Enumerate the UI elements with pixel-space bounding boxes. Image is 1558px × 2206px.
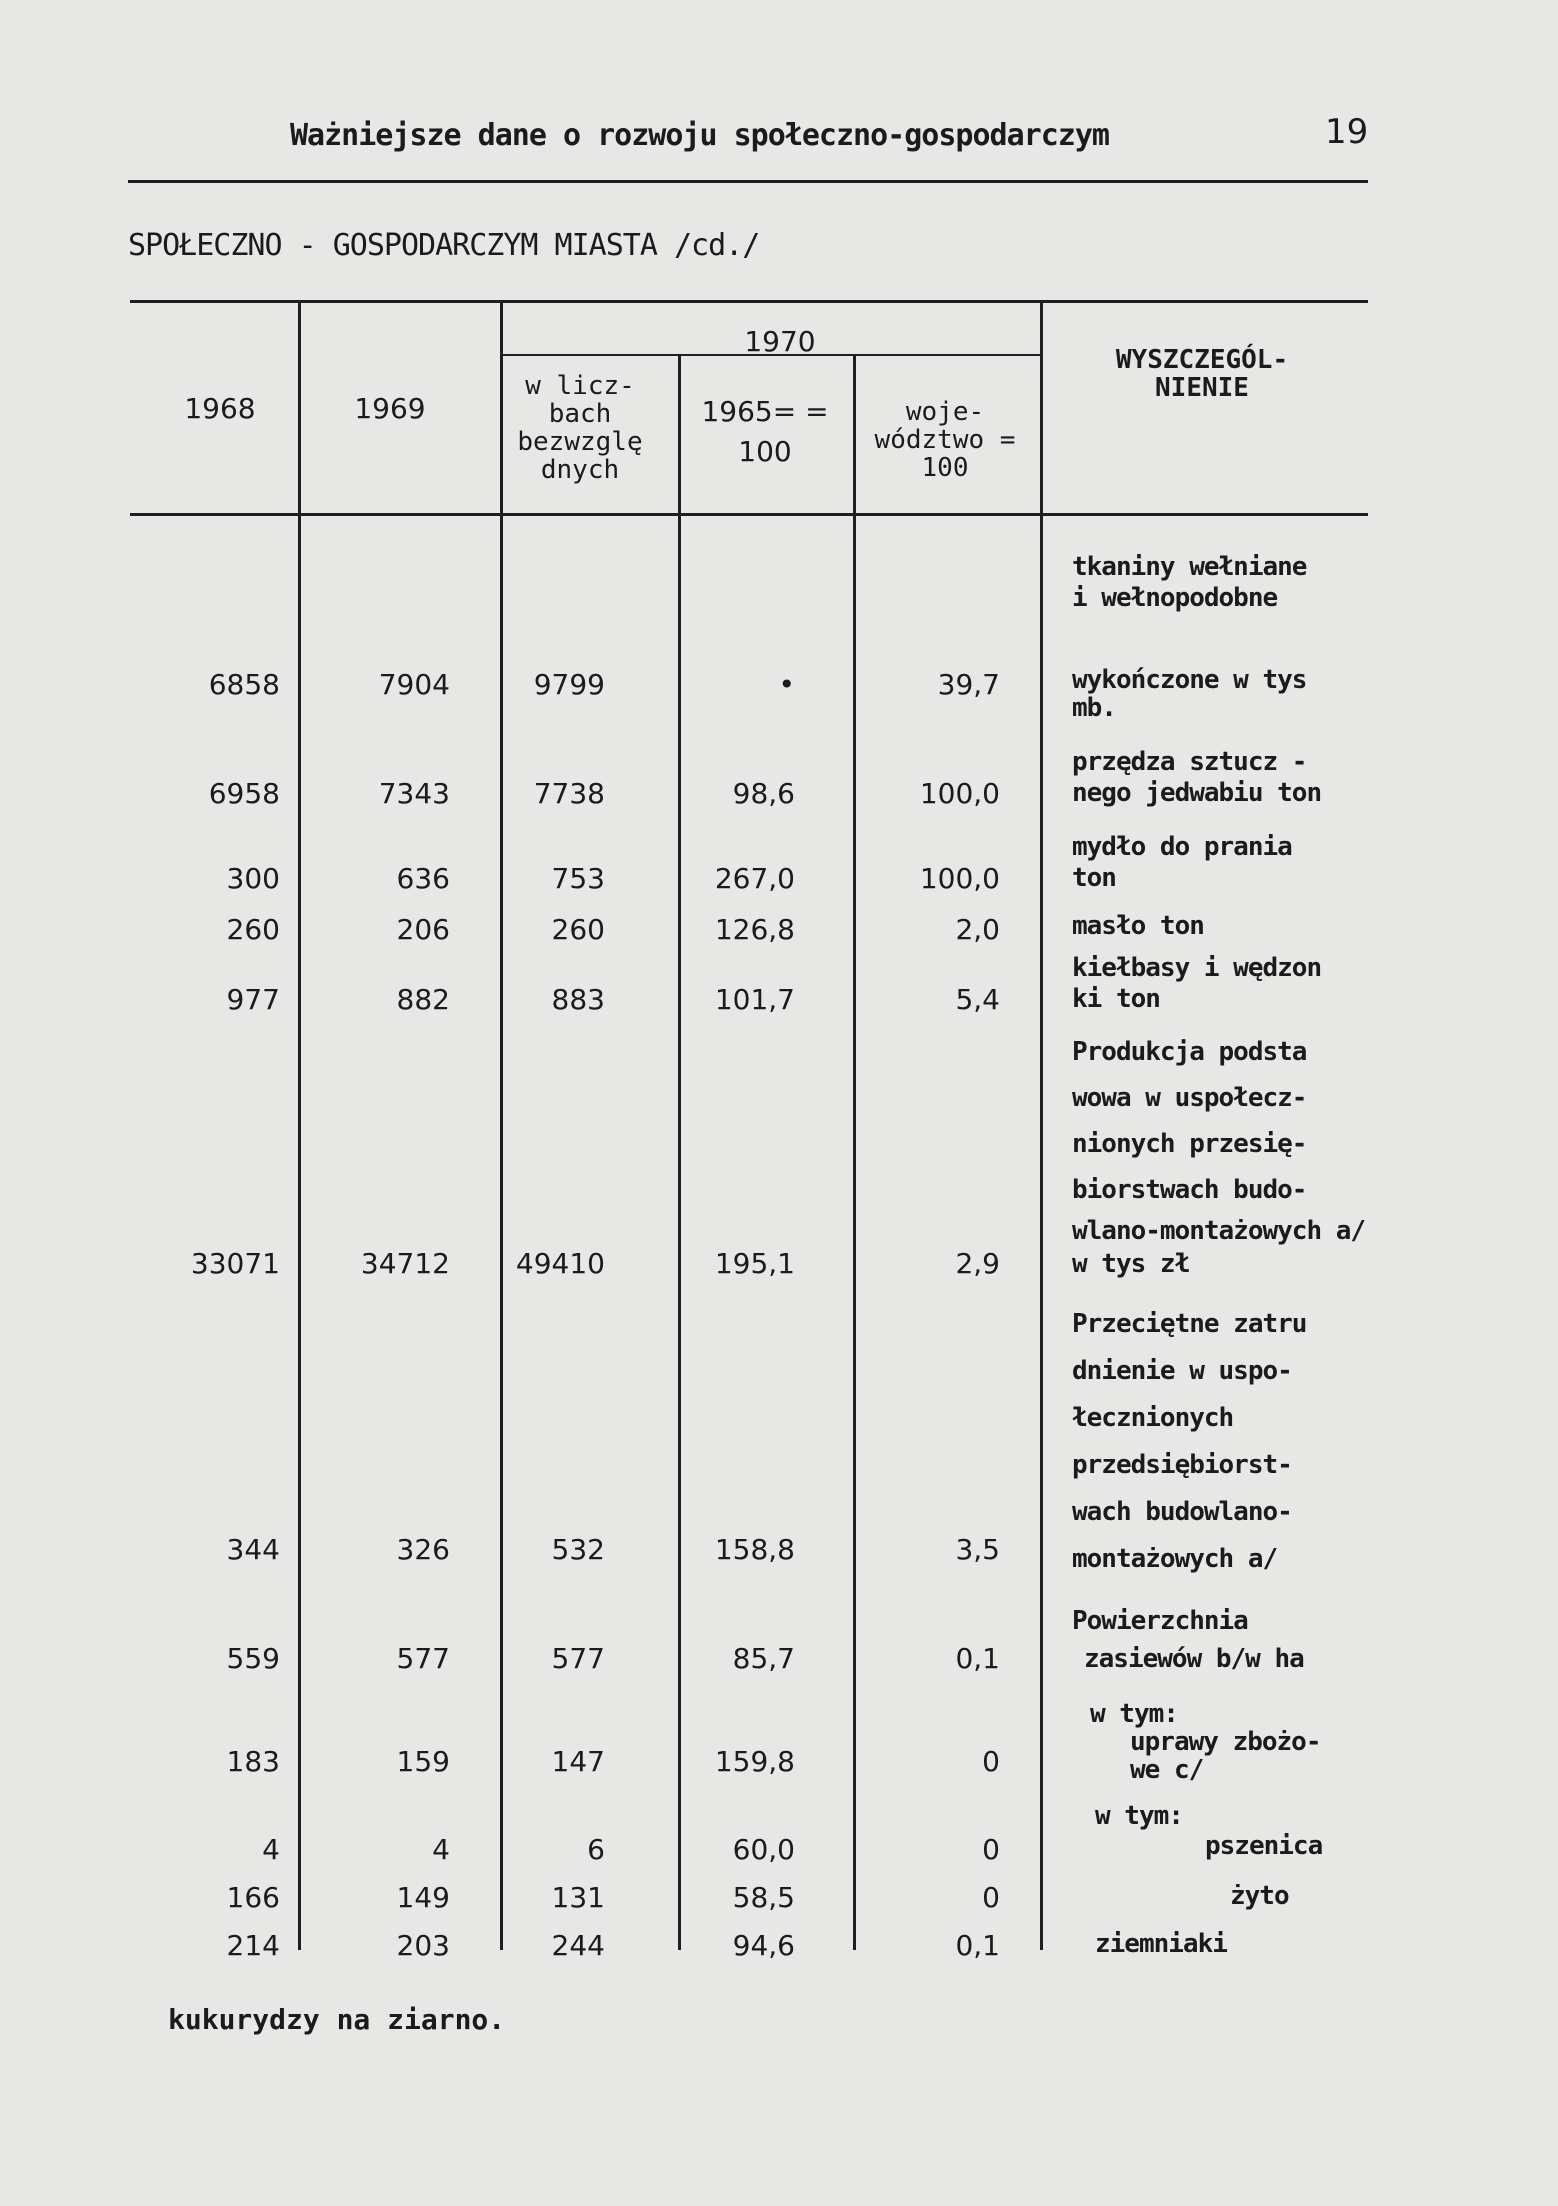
cell-1970-absolute: 260 — [551, 913, 605, 946]
col-header-1968: 1968 — [184, 392, 256, 425]
cell-1970-absolute: 49410 — [515, 1247, 605, 1280]
cell-1969: 203 — [396, 1929, 450, 1962]
cell-1968: 4 — [262, 1833, 280, 1866]
col-divider-1 — [298, 300, 301, 1950]
cell-1970-index: 159,8 — [714, 1745, 795, 1778]
table-top-rule — [130, 300, 1368, 303]
cell-1970-voivodeship: 100,0 — [919, 862, 1000, 895]
cell-description — [1095, 1801, 1322, 1861]
cell-1969: 636 — [396, 862, 450, 895]
cell-1968: 166 — [226, 1881, 280, 1914]
cell-description — [1072, 747, 1321, 809]
cell-1970-voivodeship: 100,0 — [919, 777, 1000, 810]
description-line: ziemniaki — [1095, 1929, 1227, 1959]
cell-1968: 559 — [226, 1642, 280, 1675]
description-line: we c/ — [1130, 1755, 1204, 1785]
cell-1970-voivodeship: 39,7 — [937, 668, 1000, 701]
description-line: mydło do prania — [1072, 832, 1292, 862]
cell-1970-index: 58,5 — [732, 1881, 795, 1914]
description-line: przedsiębiorst- — [1072, 1450, 1292, 1480]
description-line: i wełnopodobne — [1072, 583, 1278, 613]
cell-description — [1072, 1602, 1304, 1678]
header-bottom-rule — [130, 513, 1368, 516]
cell-description — [1095, 1929, 1227, 1960]
cell-1969: 7904 — [378, 668, 450, 701]
cell-1970-voivodeship: 5,4 — [955, 983, 1000, 1016]
cell-description — [1072, 953, 1321, 1015]
description-line: żyto — [1230, 1881, 1289, 1911]
col-divider-2 — [500, 300, 503, 1950]
description-line: wlano-montażowych a/ — [1072, 1216, 1366, 1246]
cell-1969: 326 — [396, 1533, 450, 1566]
col-header-absolute: w licz- bach bezwzglę dnych — [517, 371, 643, 485]
description-line: przędza sztucz - — [1072, 747, 1307, 777]
cell-1970-absolute: 147 — [551, 1745, 605, 1778]
description-line: uprawy zbożo- — [1130, 1727, 1321, 1757]
description-line: kiełbasy i wędzon — [1072, 953, 1322, 983]
description-line: montażowych a/ — [1072, 1544, 1278, 1574]
cell-1970-absolute: 244 — [551, 1929, 605, 1962]
cell-1970-voivodeship: 0 — [982, 1745, 1000, 1778]
cell-description — [1072, 552, 1306, 614]
cell-1970-voivodeship: 0 — [982, 1833, 1000, 1866]
cell-1970-voivodeship: 2,9 — [955, 1247, 1000, 1280]
cell-1970-absolute: 7738 — [533, 777, 605, 810]
page-header-title: Ważniejsze dane o rozwoju społeczno-gospodarczym — [290, 118, 1109, 153]
col-divider-3 — [678, 354, 681, 1950]
col-header-voivodeship: woje- wództwo = 100 — [874, 397, 1016, 483]
cell-1968: 6858 — [208, 668, 280, 701]
cell-description — [1072, 1301, 1306, 1583]
col-divider-4 — [853, 354, 856, 1950]
cell-1970-index: 158,8 — [714, 1533, 795, 1566]
description-line: Przeciętne zatru — [1072, 1309, 1307, 1339]
cell-1968: 6958 — [208, 777, 280, 810]
cell-1968: 33071 — [190, 1247, 280, 1280]
cell-1970-absolute: 753 — [551, 862, 605, 895]
description-line: ki ton — [1072, 984, 1160, 1014]
description-line: wykończone w tys — [1072, 665, 1307, 695]
cell-1970-index: 94,6 — [732, 1929, 795, 1962]
cell-1970-index: 85,7 — [732, 1642, 795, 1675]
description-line: zasiewów b/w ha — [1084, 1644, 1304, 1674]
cell-description — [1072, 911, 1204, 942]
cell-1970-absolute: 131 — [551, 1881, 605, 1914]
cell-description — [1072, 832, 1292, 894]
cell-1969: 159 — [396, 1745, 450, 1778]
header-rule — [128, 180, 1368, 183]
cell-1970-index: 98,6 — [732, 777, 795, 810]
cell-1969: 34712 — [360, 1247, 450, 1280]
cell-description — [1072, 1029, 1365, 1279]
cell-1970-voivodeship: 2,0 — [955, 913, 1000, 946]
description-line: tkaniny wełniane — [1072, 552, 1307, 582]
cell-1969: 577 — [396, 1642, 450, 1675]
cell-1970-index: • — [778, 668, 795, 701]
col-header-1970: 1970 — [744, 325, 816, 358]
description-line: biorstwach budo- — [1072, 1175, 1307, 1205]
description-line: w tym: — [1090, 1699, 1178, 1729]
cell-1970-voivodeship: 0,1 — [955, 1929, 1000, 1962]
cell-1968: 183 — [226, 1745, 280, 1778]
cell-1970-absolute: 9799 — [533, 668, 605, 701]
footnote: kukurydzy na ziarno. — [168, 2003, 506, 2036]
page-number: 19 — [1325, 112, 1369, 152]
cell-1970-index: 101,7 — [714, 983, 795, 1016]
col-header-1969: 1969 — [354, 392, 426, 425]
description-line: Produkcja podsta — [1072, 1037, 1307, 1067]
cell-1970-absolute: 577 — [551, 1642, 605, 1675]
cell-description — [1072, 666, 1306, 722]
description-line: nego jedwabiu ton — [1072, 778, 1322, 808]
cell-1969: 4 — [432, 1833, 450, 1866]
description-line: mb. — [1072, 693, 1116, 723]
cell-1969: 882 — [396, 983, 450, 1016]
cell-1970-voivodeship: 0,1 — [955, 1642, 1000, 1675]
cell-1970-index: 60,0 — [732, 1833, 795, 1866]
description-line: ton — [1072, 863, 1116, 893]
description-line: pszenica — [1205, 1831, 1323, 1861]
cell-1969: 206 — [396, 913, 450, 946]
cell-1970-index: 126,8 — [714, 913, 795, 946]
cell-1970-absolute: 6 — [587, 1833, 605, 1866]
description-line: w tys zł — [1072, 1249, 1190, 1279]
cell-1968: 344 — [226, 1533, 280, 1566]
col-header-index-1965: 1965= = 100 — [701, 395, 829, 468]
cell-1970-absolute: 532 — [551, 1533, 605, 1566]
description-line: masło ton — [1072, 911, 1204, 941]
col-header-description: WYSZCZEGÓL- NIENIE — [1115, 345, 1289, 403]
cell-1968: 260 — [226, 913, 280, 946]
description-line: nionych przesię- — [1072, 1129, 1307, 1159]
cell-description — [1230, 1881, 1289, 1912]
table-subtitle: SPOŁECZNO - GOSPODARCZYM MIASTA /cd./ — [128, 228, 760, 263]
description-line: dnienie w uspo- — [1072, 1356, 1292, 1386]
cell-1968: 214 — [226, 1929, 280, 1962]
col-divider-5 — [1040, 300, 1043, 1950]
description-line: wach budowlano- — [1072, 1497, 1292, 1527]
cell-1968: 300 — [226, 862, 280, 895]
description-line: Powierzchnia — [1072, 1606, 1248, 1636]
cell-description — [1090, 1700, 1321, 1784]
description-line: w tym: — [1095, 1801, 1183, 1831]
cell-1968: 977 — [226, 983, 280, 1016]
cell-1970-voivodeship: 0 — [982, 1881, 1000, 1914]
description-line: łecznionych — [1072, 1403, 1234, 1433]
cell-1970-index: 195,1 — [714, 1247, 795, 1280]
cell-1970-voivodeship: 3,5 — [955, 1533, 1000, 1566]
cell-1969: 149 — [396, 1881, 450, 1914]
cell-1969: 7343 — [378, 777, 450, 810]
cell-1970-index: 267,0 — [714, 862, 795, 895]
cell-1970-absolute: 883 — [551, 983, 605, 1016]
description-line: wowa w uspołecz- — [1072, 1083, 1307, 1113]
